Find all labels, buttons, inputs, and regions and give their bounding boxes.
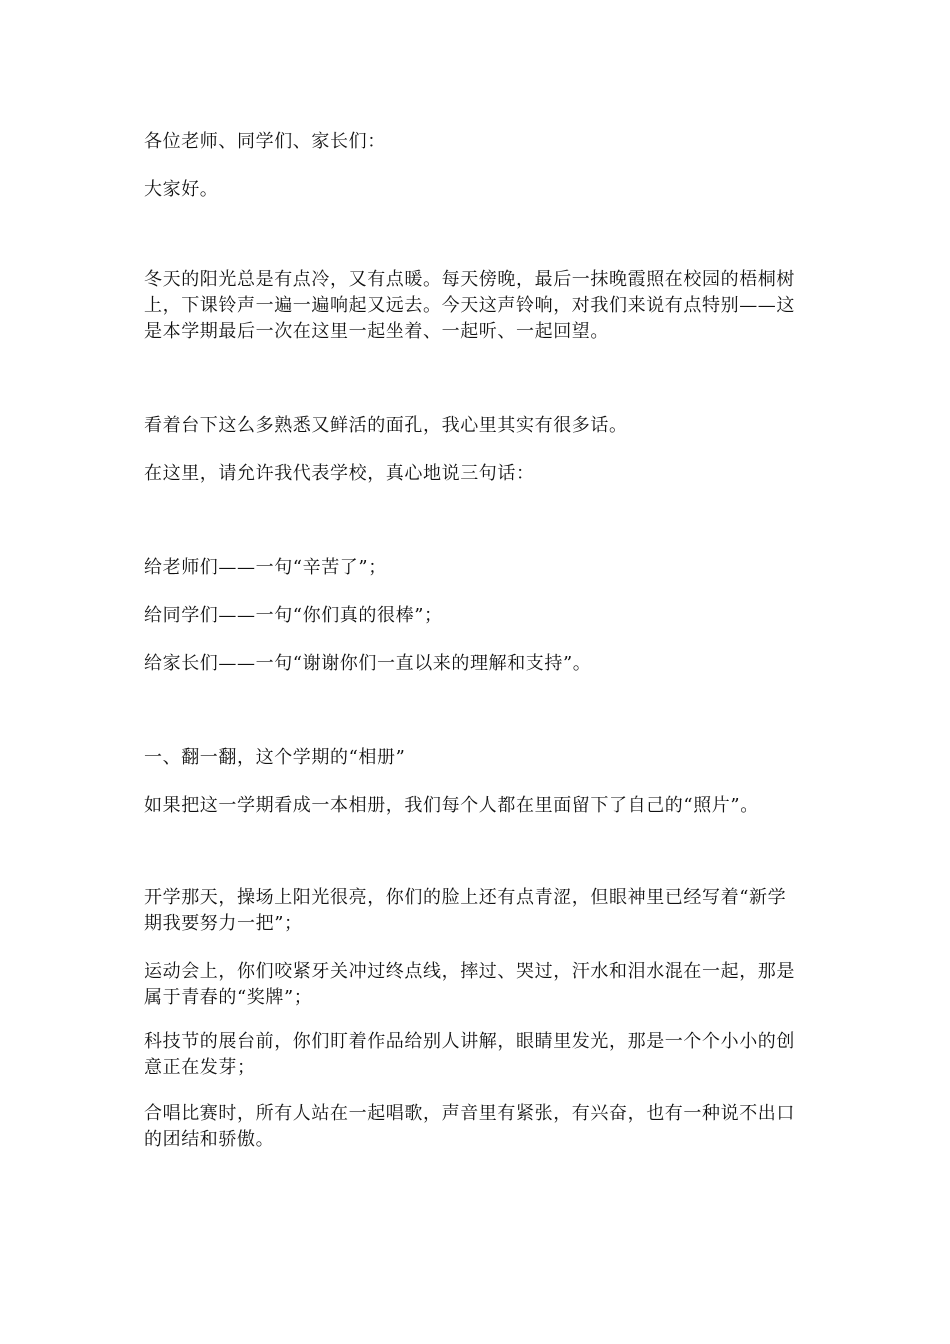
to-parents-line: 给家长们——一句“谢谢你们一直以来的理解和支持”。 bbox=[144, 653, 592, 674]
opening-day-paragraph: 开学那天，操场上阳光很亮，你们的脸上还有点青涩，但眼神里已经写着“新学期我要努力一把”； bbox=[144, 887, 787, 934]
salutation: 各位老师、同学们、家长们： bbox=[144, 131, 386, 152]
opening-paragraph: 冬天的阳光总是有点冷，又有点暖。每天傍晚，最后一抹晚霞照在校园的梧桐树上，下课铃声一遍一遍响起又远去。今天这声铃响，对我们来说有点特别——这是本学期最后一次在这里一起坐着、一起听、一起回望。 bbox=[144, 269, 795, 342]
section1-heading: 一、翻一翻，这个学期的“相册” bbox=[144, 747, 406, 768]
section1-intro: 如果把这一学期看成一本相册，我们每个人都在里面留下了自己的“照片”。 bbox=[144, 795, 759, 816]
tech-fair-paragraph: 科技节的展台前，你们盯着作品给别人讲解，眼睛里发光，那是一个个小小的创意正在发芽； bbox=[144, 1031, 795, 1078]
faces-paragraph: 看着台下这么多熟悉又鲜活的面孔，我心里其实有很多话。 bbox=[144, 415, 628, 436]
greeting: 大家好。 bbox=[144, 179, 219, 200]
sports-meet-paragraph: 运动会上，你们咬紧牙关冲过终点线，摔过、哭过，汗水和泪水混在一起，那是属于青春的“奖牌”； bbox=[144, 961, 795, 1008]
to-students-line: 给同学们——一句“你们真的很棒”； bbox=[144, 605, 443, 626]
choir-contest-paragraph: 合唱比赛时，所有人站在一起唱歌，声音里有紧张，有兴奋，也有一种说不出口的团结和骄傲。 bbox=[144, 1103, 795, 1150]
three-sentences-intro: 在这里，请允许我代表学校，真心地说三句话： bbox=[144, 463, 535, 484]
to-teachers-line: 给老师们——一句“辛苦了”； bbox=[144, 557, 387, 578]
